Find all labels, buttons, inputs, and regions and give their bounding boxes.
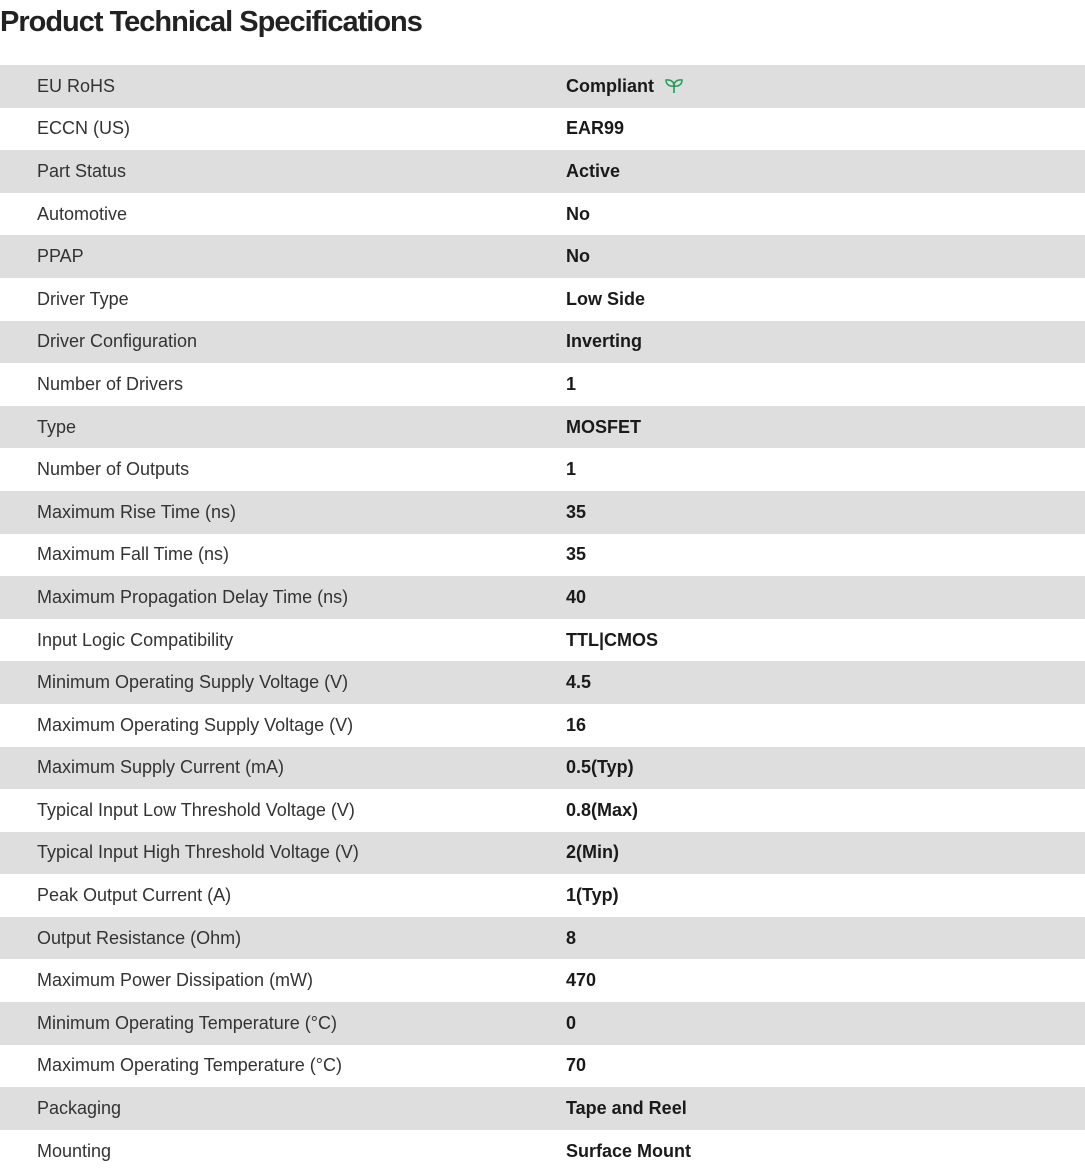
- spec-value-text: Compliant: [566, 75, 654, 96]
- spec-value: Active: [566, 160, 621, 181]
- spec-value: 16: [566, 714, 587, 735]
- spec-name: ECCN (US): [37, 118, 130, 139]
- table-row: [0, 1130, 1085, 1172]
- table-row: [0, 704, 1085, 747]
- spec-name: Input Logic Compatibility: [37, 629, 234, 650]
- spec-name: Typical Input High Threshold Voltage (V): [37, 842, 359, 863]
- table-row: [0, 193, 1085, 236]
- spec-value: 470: [566, 970, 597, 991]
- table-row: [0, 321, 1085, 364]
- spec-value: Surface Mount: [566, 1140, 692, 1161]
- table-row: [0, 108, 1085, 151]
- table-row: [0, 235, 1085, 278]
- spec-value: 1(Typ): [566, 885, 619, 906]
- spec-name: Driver Configuration: [37, 331, 198, 352]
- spec-name: Peak Output Current (A): [37, 885, 232, 906]
- spec-value: No: [566, 203, 590, 224]
- spec-value: No: [566, 246, 590, 267]
- spec-value: Low Side: [566, 288, 646, 309]
- spec-name: Maximum Operating Supply Voltage (V): [37, 714, 354, 735]
- spec-value: 1: [566, 459, 577, 480]
- spec-name: Mounting: [37, 1140, 112, 1161]
- spec-name: Minimum Operating Temperature (°C): [37, 1012, 337, 1033]
- table-row: [0, 406, 1085, 449]
- table-row: [0, 1002, 1085, 1045]
- spec-value: [566, 65, 1085, 108]
- table-row: [0, 363, 1085, 406]
- table-row: [0, 150, 1085, 193]
- table-row: [0, 661, 1085, 704]
- spec-name: Maximum Supply Current (mA): [37, 757, 285, 778]
- spec-value: 2(Min): [566, 842, 619, 863]
- spec-name: Output Resistance (Ohm): [37, 927, 242, 948]
- spec-name: Part Status: [37, 160, 127, 181]
- spec-name: Automotive: [37, 203, 128, 224]
- spec-value: MOSFET: [566, 416, 641, 437]
- spec-name: Maximum Propagation Delay Time (ns): [37, 586, 349, 607]
- table-row: [0, 448, 1085, 491]
- spec-value: 0.5(Typ): [566, 757, 634, 778]
- table-row: [0, 874, 1085, 917]
- spec-name: EU RoHS: [37, 75, 116, 96]
- spec-name: Typical Input Low Threshold Voltage (V): [37, 799, 355, 820]
- spec-name: Number of Drivers: [37, 373, 184, 394]
- leaf-icon: [664, 78, 684, 94]
- spec-value: 0.8(Max): [566, 799, 639, 820]
- spec-name: Maximum Rise Time (ns): [37, 501, 237, 522]
- table-row: [0, 65, 1085, 108]
- spec-name: Maximum Power Dissipation (mW): [37, 970, 314, 991]
- table-row: [0, 832, 1085, 875]
- table-row: [0, 491, 1085, 534]
- table-row: [0, 278, 1085, 321]
- spec-value: 35: [566, 544, 587, 565]
- table-row: [0, 576, 1085, 619]
- spec-name: PPAP: [37, 246, 84, 267]
- spec-value: 8: [566, 927, 577, 948]
- spec-value: TTL|CMOS: [566, 629, 659, 650]
- table-row: [0, 747, 1085, 790]
- table-row: [0, 959, 1085, 1002]
- spec-value: 1: [566, 373, 577, 394]
- spec-name: Packaging: [37, 1098, 122, 1119]
- spec-name: Minimum Operating Supply Voltage (V): [37, 672, 349, 693]
- spec-value: 35: [566, 501, 587, 522]
- table-row: [0, 789, 1085, 832]
- spec-value: Inverting: [566, 331, 643, 352]
- table-row: [0, 1087, 1085, 1130]
- spec-name: Maximum Operating Temperature (°C): [37, 1055, 342, 1076]
- table-row: [0, 917, 1085, 960]
- spec-value: 40: [566, 586, 587, 607]
- spec-table: [0, 65, 1085, 1172]
- table-row: [0, 1045, 1085, 1088]
- spec-value: 0: [566, 1012, 577, 1033]
- spec-name: Number of Outputs: [37, 459, 190, 480]
- spec-value: 70: [566, 1055, 587, 1076]
- spec-value: EAR99: [566, 118, 625, 139]
- page-title: Product Technical Specifications: [0, 6, 422, 38]
- spec-name: Driver Type: [37, 288, 129, 309]
- table-row: [0, 619, 1085, 662]
- spec-name: Maximum Fall Time (ns): [37, 544, 230, 565]
- spec-value: Tape and Reel: [566, 1098, 687, 1119]
- table-row: [0, 534, 1085, 577]
- spec-value: 4.5: [566, 672, 592, 693]
- spec-name: Type: [37, 416, 77, 437]
